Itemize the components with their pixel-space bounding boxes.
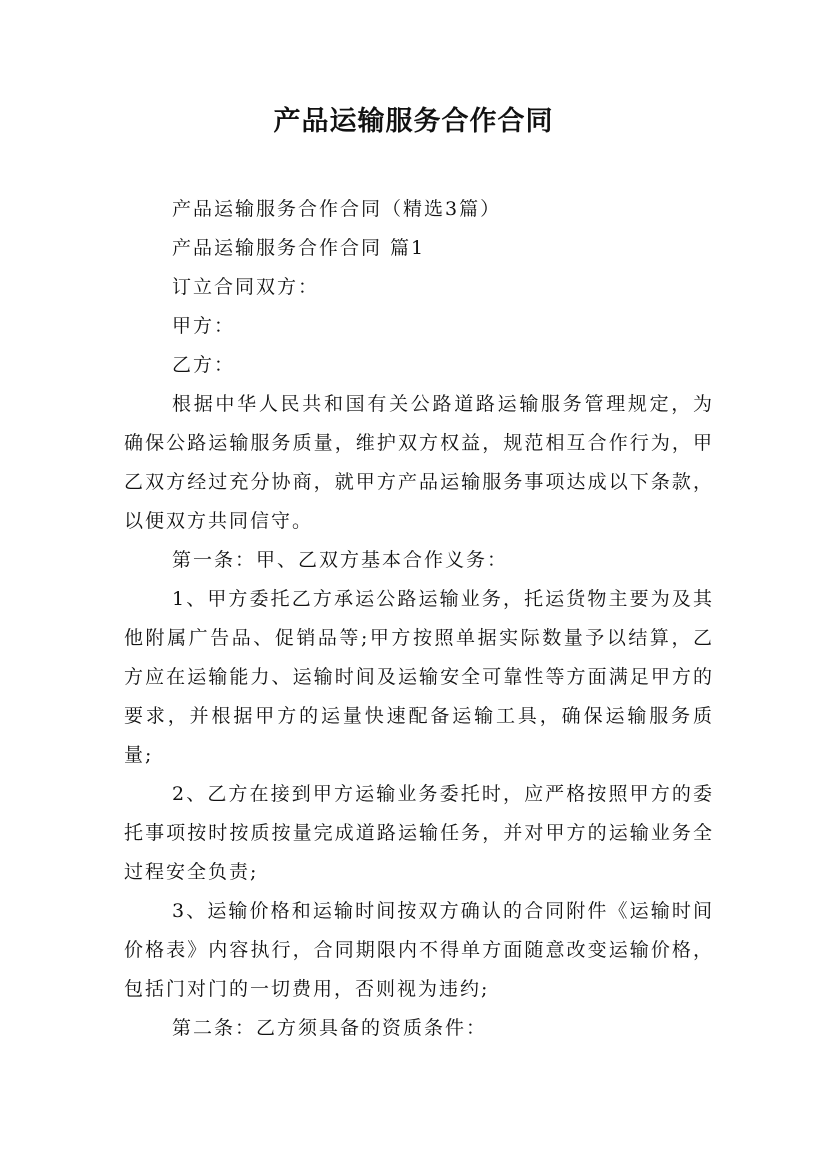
paragraph-preamble: 根据中华人民共和国有关公路道路运输服务管理规定，为确保公路运输服务质量，维护双方权益，规范相互合作行为，甲乙双方经过充分协商，就甲方产品运输服务事项达成以下条款，以便双方共同信守。 xyxy=(124,393,714,532)
paragraph-section-heading: 产品运输服务合作合同 篇1 xyxy=(172,237,426,259)
paragraph-party-b: 乙方： xyxy=(172,354,236,376)
document-body xyxy=(124,190,714,1048)
paragraph-subtitle: 产品运输服务合作合同（精选3篇） xyxy=(172,198,502,220)
paragraph-clause-1: 1、甲方委托乙方承运公路运输业务，托运货物主要为及其他附属广告品、促销品等;甲方按照单据实际数量予以结算，乙方应在运输能力、运输时间及运输安全可靠性等方面满足甲方的要求，并根据甲方的运量快速配备运输工具，确保运输服务质量; xyxy=(124,588,714,766)
paragraph-clause-2: 2、乙方在接到甲方运输业务委托时，应严格按照甲方的委托事项按时按质按量完成道路运输任务，并对甲方的运输业务全过程安全负责; xyxy=(124,783,714,883)
paragraph-article-2: 第二条：乙方须具备的资质条件： xyxy=(172,1017,488,1039)
paragraph-article-1: 第一条：甲、乙双方基本合作义务： xyxy=(172,549,509,571)
paragraph-party-a: 甲方： xyxy=(172,315,236,337)
paragraph-clause-3: 3、运输价格和运输时间按双方确认的合同附件《运输时间价格表》内容执行，合同期限内不得单方面随意改变运输价格，包括门对门的一切费用，否则视为违约; xyxy=(124,900,714,1000)
document-title: 产品运输服务合作合同 xyxy=(273,106,554,137)
paragraph-parties: 订立合同双方： xyxy=(172,276,320,298)
